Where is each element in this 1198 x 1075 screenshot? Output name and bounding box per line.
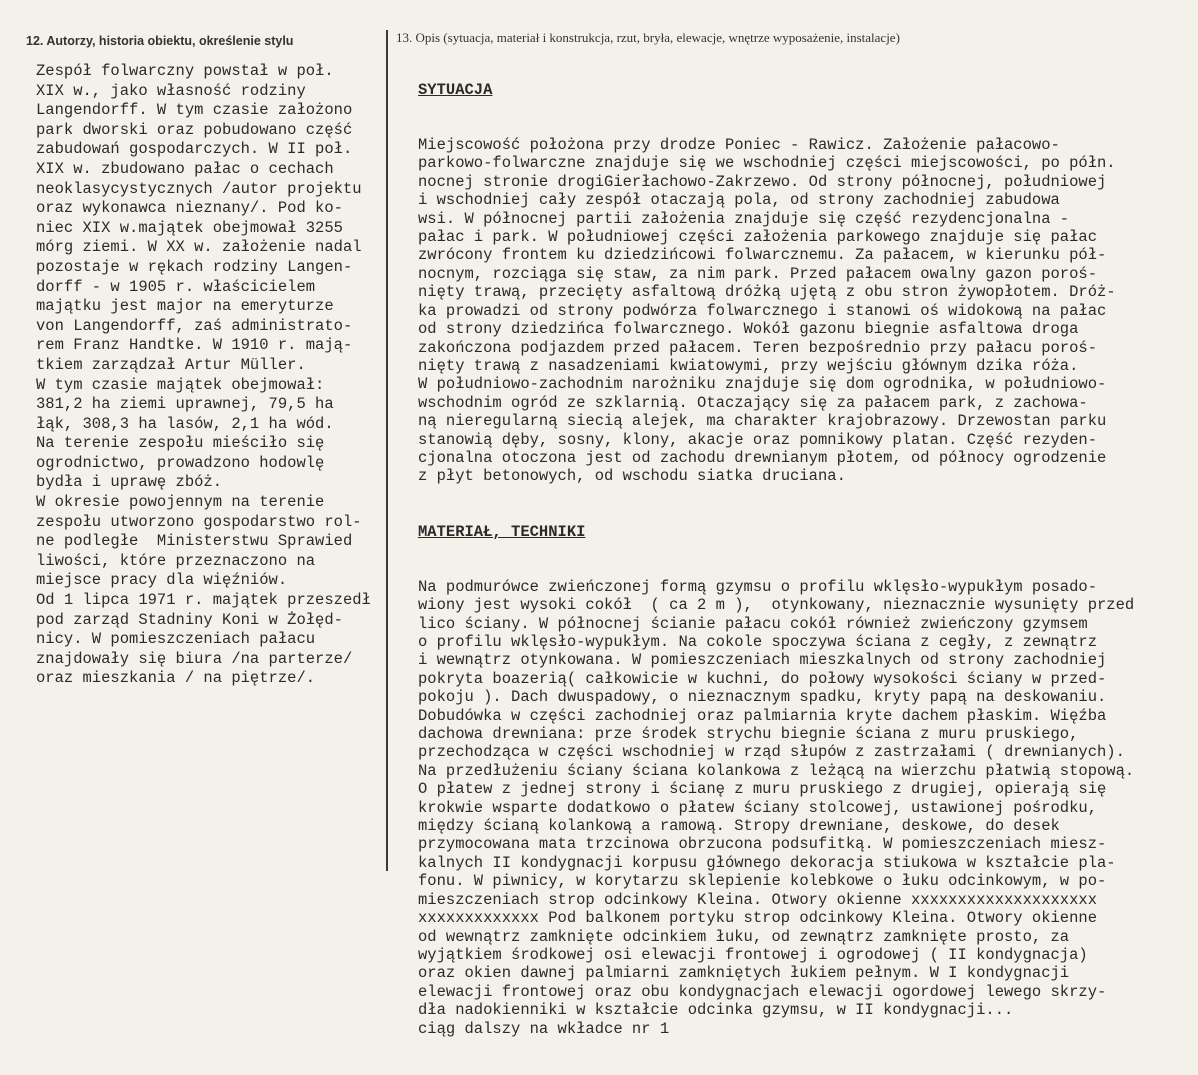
history-text-line: Langendorff. W tym czasie założono bbox=[36, 101, 353, 120]
material-text-line: między ścianą kolankową a ramową. Stropy drewniane, deskowe, do desek bbox=[418, 817, 1060, 836]
history-text-line: Na terenie zespołu mieściło się bbox=[36, 434, 325, 453]
history-text-line: park dworski oraz pobudowano część bbox=[36, 120, 353, 139]
material-text-line: elewacji frontowej oraz obu kondygnacjach elewacji ogordowej lewego skrzy- bbox=[418, 982, 1107, 1001]
situation-text-line: Miejscowość położona przy drodze Poniec - Rawicz. Założenie pałacowo- bbox=[418, 136, 1060, 155]
situation-text-line: z płyt betonowych, od wschodu siatka druciana. bbox=[418, 467, 846, 486]
material-text-line: Na przedłużeniu ściany ściana kolankowa z leżącą na wierzchu płatwią stopową. bbox=[418, 761, 1135, 780]
material-text-line: krokwie wsparte dodatkowo o płatew ściany stolcowej, ustawionej pośrodku, bbox=[418, 798, 1098, 817]
history-text-line: oraz mieszkania / na piętrze/. bbox=[36, 669, 316, 688]
material-section-title: MATERIAŁ, TECHNIKI bbox=[418, 522, 586, 541]
situation-section-title: SYTUACJA bbox=[418, 80, 493, 99]
situation-text-line: ną nieregularną siecią alejek, ma charakter krajobrazowy. Drzewostan parku bbox=[418, 412, 1107, 431]
situation-text-line: nięty trawą, przecięty asfaltową dróżką ujętą z obu stron żywopłotem. Dróż- bbox=[418, 283, 1116, 302]
material-text-line: wyjątkiem środkowej osi elewacji frontowej i ogrodowej ( II kondygnacja) bbox=[418, 945, 1088, 964]
situation-text-line: ka prowadzi od strony podwórza folwarcznego i stanowi oś widokową na pałac bbox=[418, 301, 1107, 320]
material-text-line: mieszczeniach strop odcinkowy Kleina. Otwory okienne xxxxxxxxxxxxxxxxxxxx bbox=[418, 890, 1098, 909]
material-text-line: pokoju ). Dach dwuspadowy, o nieznacznym spadku, kryty papą na deskowaniu. bbox=[418, 688, 1107, 707]
history-text-line: pozostaje w rękach rodziny Langen- bbox=[36, 257, 353, 276]
history-text-line: 381,2 ha ziemi uprawnej, 79,5 ha bbox=[36, 395, 334, 414]
material-text-line: wiony jest wysoki cokół ( ca 2 m ), otynkowany, nieznacznie wysunięty przed bbox=[418, 596, 1135, 615]
material-text-line: oraz okien dawnej palmiarni zamkniętych łukiem pełnym. W I kondygnacji bbox=[418, 964, 1070, 983]
situation-text-line: nocnym, rozciąga się staw, za nim park. Przed pałacem owalny gazon poroś- bbox=[418, 264, 1098, 283]
situation-text-line: cjonalna otoczona jest od zachodu drewnianym płotem, od północy ogrodzenie bbox=[418, 448, 1107, 467]
material-text-line: o profilu wklęsło-wypukłym. Na cokole spoczywa ściana z cegły, z zewnątrz bbox=[418, 633, 1098, 651]
material-text-line: ciąg dalszy na wkładce nr 1 bbox=[418, 1019, 670, 1038]
material-text-line: xxxxxxxxxxxxx Pod balkonem portyku strop odcinkowy Kleina. Otwory okienne bbox=[418, 909, 1098, 928]
right-column-text bbox=[418, 44, 1134, 1075]
history-text-line: znajdowały się biura /na parterze/ bbox=[36, 649, 353, 668]
history-text-line: rem Franz Handtke. W 1910 r. mają- bbox=[36, 336, 353, 355]
history-text-line: łąk, 308,3 ha lasów, 2,1 ha wód. bbox=[36, 414, 334, 433]
situation-text-line: nięty trawą z nasadzeniami kwiatowymi, przy wejściu głównym dzika róża. bbox=[418, 356, 1079, 375]
history-text-line: pod zarząd Stadniny Koni w Żołęd- bbox=[36, 610, 343, 629]
situation-text-line: wschodnim ogród ze szklarnią. Otaczający się za pałacem park, z zachowa- bbox=[418, 393, 1088, 412]
history-text-line: zespołu utworzono gospodarstwo rol- bbox=[36, 512, 362, 531]
situation-text-line: i wschodniej cały zespół otaczają pola, od strony zachodniej zabudowa bbox=[418, 191, 1060, 210]
history-text-line: niec XIX w.majątek obejmował 3255 bbox=[36, 218, 343, 237]
history-text-line: Od 1 lipca 1971 r. majątek przeszedł bbox=[36, 591, 371, 610]
history-text-line: liwości, które przeznaczono na bbox=[36, 551, 316, 570]
history-text-line: oraz wykonawca nieznany/. Pod ko- bbox=[36, 199, 343, 218]
history-text-line: bydła i uprawę zbóż. bbox=[36, 473, 223, 492]
history-text-line: Zespół folwarczny powstał w poł. bbox=[36, 62, 334, 80]
history-text-line: miejsce pracy dla więźniów. bbox=[36, 571, 288, 590]
left-column-header: 12. Autorzy, historia obiektu, określenie stylu bbox=[26, 34, 294, 48]
history-text-line: ne podległe Ministerstwu Sprawied bbox=[36, 532, 353, 551]
situation-text-line: parkowo-folwarczne znajduje się we wschodniej części miejscowości, po półn. bbox=[418, 154, 1116, 173]
material-text-line: przechodząca w części wschodniej w rząd słupów z zastrzałami ( drewnianych). bbox=[418, 743, 1125, 762]
history-text-line: tkiem zarządzał Artur Müller. bbox=[36, 355, 306, 374]
material-text-line: lico ściany. W północnej ścianie pałacu cokół również zwieńczony gzymsem bbox=[418, 614, 1088, 633]
history-text-line: XIX w., jako własność rodziny bbox=[36, 81, 306, 100]
situation-text-line: W południowo-zachodnim narożniku znajduje się dom ogrodnika, w południowo- bbox=[418, 375, 1107, 394]
right-column-header: 13. Opis (sytuacja, materiał i konstrukcja, rzut, bryła, elewacje, wnętrze wyposażenie, instalacje) bbox=[396, 30, 900, 45]
situation-body bbox=[418, 136, 1134, 486]
material-text-line: przymocowana mata trzcinowa obrzucona podsufitką. W pomieszczeniach miesz- bbox=[418, 835, 1107, 854]
history-text-line: dorff - w 1905 r. właścicielem bbox=[36, 277, 316, 296]
situation-text-line: stanowią dęby, sosny, klony, akacje oraz pomnikowy platan. Część rezyden- bbox=[418, 430, 1098, 449]
history-text-line: majątku jest major na emeryturze bbox=[36, 297, 334, 316]
history-text-line: mórg ziemi. W XX w. założenie nadal bbox=[36, 238, 362, 257]
situation-text-line: wsi. W północnej partii założenia znajduje się część rezydencjonalna - bbox=[418, 209, 1070, 228]
left-column-text bbox=[36, 62, 371, 689]
situation-text-line: zwrócony frontem ku dziedzińcowi folwarcznemu. Za pałacem, w kierunku pół- bbox=[418, 246, 1107, 265]
material-text-line: fonu. W piwnicy, w korytarzu sklepienie kolebkowe o łuku odcinkowym, w po- bbox=[418, 872, 1107, 891]
material-text-line: O płatew z jednej strony i ścianę z muru pruskiego z drugiej, opierają się bbox=[418, 780, 1107, 799]
material-text-line: kalnych II kondygnacji korpusu głównego dekoracja stiukowa w kształcie pla- bbox=[418, 853, 1116, 872]
history-text-line: von Langendorff, zaś administrato- bbox=[36, 316, 353, 335]
history-text-line: neoklasycystycznych /autor projektu bbox=[36, 179, 362, 198]
material-text-line: dachowa drewniana: prze środek strychu biegnie ściana z muru pruskiego, bbox=[418, 725, 1079, 744]
situation-text-line: pałac i park. W południowej części założenia parkowego znajduje się pałac bbox=[418, 228, 1098, 247]
situation-text-line: nocnej stronie drogiGierłachowo-Zakrzewo. Od strony północnej, południowej bbox=[418, 172, 1107, 191]
situation-text-line: zakończona podjazdem przed pałacem. Teren bezpośrednio przy pałacu poroś- bbox=[418, 338, 1098, 357]
history-text-line: W tym czasie majątek obejmował: bbox=[36, 375, 325, 394]
history-text-line: XIX w. zbudowano pałac o cechach bbox=[36, 159, 334, 178]
history-text-line: W okresie powojennym na terenie bbox=[36, 493, 325, 512]
material-text-line: Dobudówka w części zachodniej oraz palmiarnia kryte dachem płaskim. Więźba bbox=[418, 706, 1107, 725]
material-text-line: pokryta boazerią( całkowicie w kuchni, do połowy wysokości ściany w przed- bbox=[418, 669, 1107, 688]
material-text-line: Na podmurówce zwieńczonej formą gzymsu o profilu wklęsło-wypukłym posado- bbox=[418, 577, 1098, 596]
column-divider bbox=[386, 30, 388, 871]
material-text-line: dła nadokienniki w kształcie odcinka gzymsu, w II kondygnacji... bbox=[418, 1001, 1014, 1020]
situation-text-line: od strony dziedzińca folwarcznego. Wokół gazonu biegnie asfaltowa droga bbox=[418, 320, 1079, 339]
history-text-line: nicy. W pomieszczeniach pałacu bbox=[36, 630, 316, 649]
material-text-line: od wewnątrz zamknięte odcinkiem łuku, od zewnątrz zamknięte prosto, za bbox=[418, 927, 1070, 946]
history-text-line: zabudowań gospodarczych. W II poł. bbox=[36, 140, 353, 159]
history-text-line: ogrodnictwo, prowadzono hodowlę bbox=[36, 453, 325, 472]
material-body bbox=[418, 578, 1134, 1038]
material-text-line: i wewnątrz otynkowana. W pomieszczeniach mieszkalnych od strony zachodniej bbox=[418, 651, 1107, 670]
